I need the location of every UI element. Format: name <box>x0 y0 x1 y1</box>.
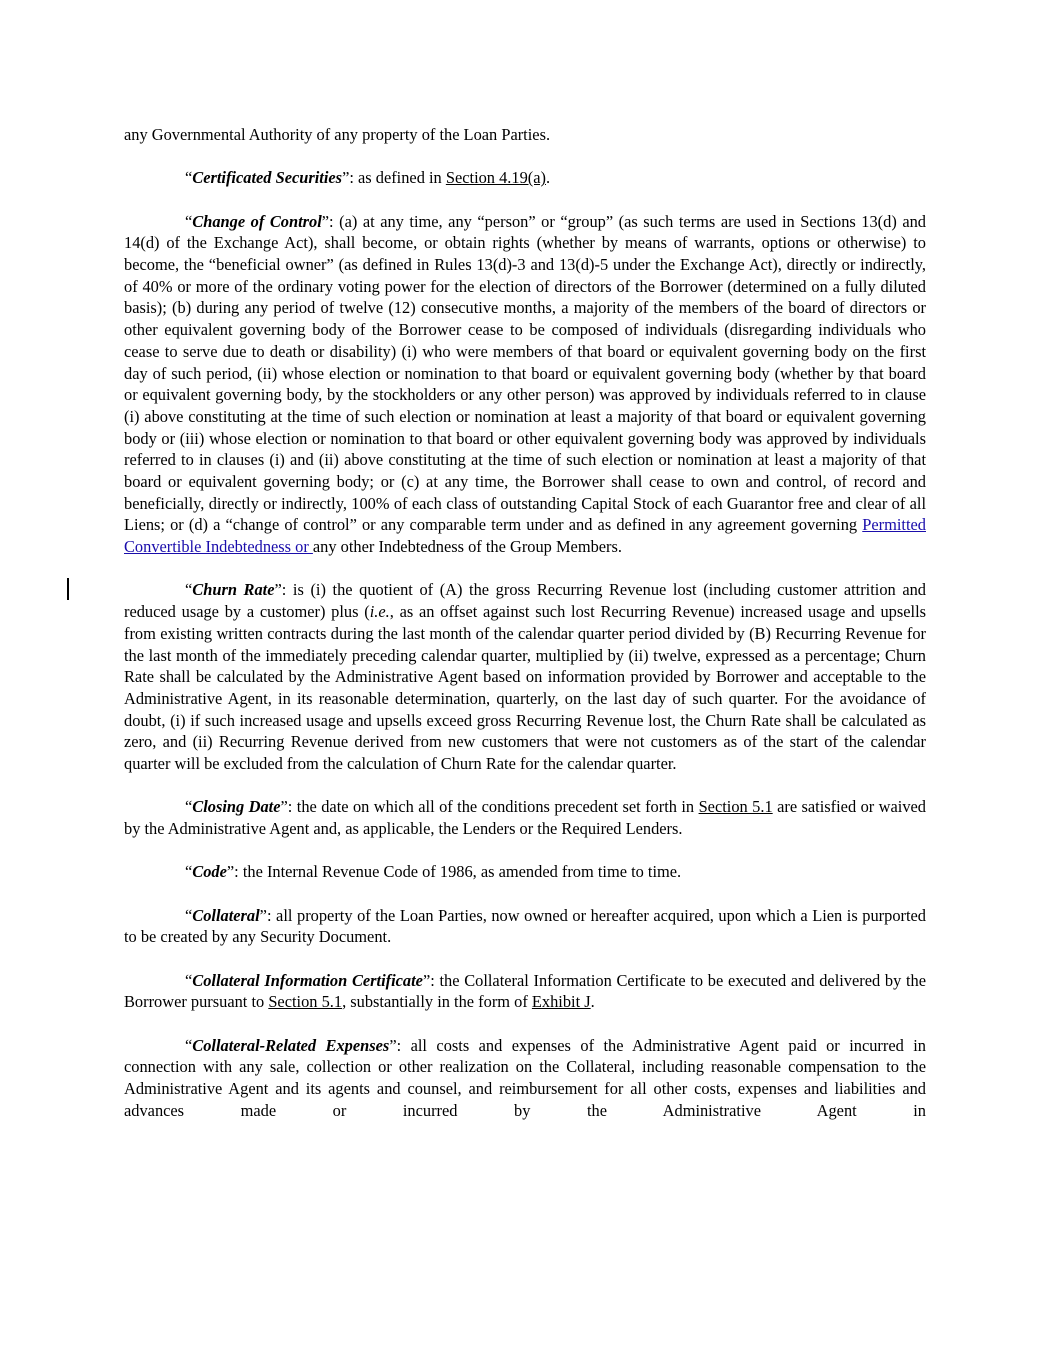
definition-text-middle: , substantially in the form of <box>342 992 532 1012</box>
close-quote: ” <box>274 580 282 600</box>
definition-collateral <box>124 905 926 948</box>
definition-text: : the Internal Revenue Code of 1986, as amended from time to time. <box>234 862 682 882</box>
definition-collateral-related-expenses <box>124 1035 926 1122</box>
defined-term: Code <box>192 862 227 882</box>
close-quote: ” <box>321 211 330 231</box>
section-reference: Section 5.1 <box>698 797 773 817</box>
definition-text-end: are satisfied or waived by the Administrative Agent and, as applicable, the Lenders or the Required Lenders. <box>124 797 926 839</box>
open-quote: “ <box>185 905 193 925</box>
definition-text: : all property of the Loan Parties, now owned or hereafter acquired, upon which a Lien is purported to be created by any Security Document. <box>124 905 926 947</box>
intro-paragraph <box>124 124 926 146</box>
italic-abbreviation: i.e. <box>369 602 390 622</box>
section-reference: Section 5.1 <box>268 992 343 1012</box>
definition-certificated-securities <box>124 167 926 189</box>
open-quote: “ <box>185 168 193 188</box>
definition-collateral-information-certificate <box>124 970 926 1013</box>
revision-change-bar <box>67 578 69 600</box>
defined-term: Collateral-Related Expenses <box>192 1035 390 1055</box>
defined-term: Churn Rate <box>192 580 275 600</box>
close-quote: ” <box>259 905 267 925</box>
definition-text-continued: , as an offset against such lost Recurring Revenue) increased usage and upsells from existing written contracts during the last month of the calendar quarter period divided by (B) Recurring Revenue for the last month of the immediately preceding calendar quarter, multiplied by (ii) twelve, expressed as a percentage; Churn Rate shall be calculated by the Administrative Agent based on information provided by Borrower and acceptable to the Administrative Agent, in its reasonable determination, quarterly, on the last day of such quarter. For the avoidance of doubt, (i) if such increased usage and upsells exceed gross Recurring Revenue lost, the Churn Rate shall be calculated as zero, and (ii) Recurring Revenue derived from new customers that were not customers as of the start of the calendar quarter will be excluded from the calculation of Churn Rate for the calendar quarter. <box>124 602 926 774</box>
close-quote: ” <box>422 970 431 990</box>
close-quote: ” <box>342 168 350 188</box>
open-quote: “ <box>185 862 193 882</box>
exhibit-reference: Exhibit J <box>531 992 591 1012</box>
definition-churn-rate <box>124 579 926 774</box>
open-quote: “ <box>185 797 193 817</box>
definition-closing-date <box>124 796 926 839</box>
open-quote: “ <box>185 970 193 990</box>
intro-text: any Governmental Authority of any property of the Loan Parties. <box>124 125 551 144</box>
document-page <box>124 124 926 1143</box>
close-quote: ” <box>226 862 235 882</box>
definition-text-end: any other Indebtedness of the Group Members. <box>312 537 622 557</box>
open-quote: “ <box>185 580 193 600</box>
close-quote: ” <box>280 797 288 817</box>
definition-text: : as defined in <box>349 168 446 188</box>
definition-text: : all costs and expenses of the Administrative Agent paid or incurred in connection with any sale, collection or other realization on the Collateral, including reasonable compensation to the Administrative Agent and its agents and counsel, and reimbursement for all other costs, expenses and liabilities and advances made or incurred by the Administrative Agent in <box>124 1035 926 1120</box>
defined-term: Change of Control <box>192 211 322 231</box>
defined-term: Collateral Information Certificate <box>192 970 423 990</box>
permitted-convertible-indebtedness-link[interactable]: Permitted Convertible Indebtedness or <box>124 515 926 557</box>
defined-term: Closing Date <box>192 797 281 817</box>
definition-text: : is (i) the quotient of (A) the gross Recurring Revenue lost (including customer attrition and reduced usage by a customer) plus ( <box>124 580 926 622</box>
definition-text-end: . <box>545 168 551 188</box>
defined-term: Collateral <box>192 905 260 925</box>
section-reference: Section 4.19(a) <box>445 168 546 188</box>
definition-text: : the date on which all of the conditions precedent set forth in <box>287 797 699 817</box>
open-quote: “ <box>185 1035 193 1055</box>
definition-code <box>124 861 926 883</box>
close-quote: ” <box>389 1035 397 1055</box>
open-quote: “ <box>185 211 193 231</box>
definition-text: : (a) at any time, any “person” or “group” (as such terms are used in Sections 13(d) and 14(d) of the Exchange Act), shall become, or obtain rights (whether by means of warrants, options or otherwise) to become, the “beneficial owner” (as defined in Rules 13(d)-3 and 13(d)-5 under the Exchange Act), directly or indirectly, of 40% or more of the ordinary voting power for the election of directors of the Borrower (determined on a fully diluted basis); (b) during any period of twelve (12) consecutive months, a majority of the members of the board of directors or other equivalent governing body of the Borrower cease to be composed of individuals (disregarding individuals who cease to serve due to death or disability) (i) who were members of that board or equivalent governing body on the first day of such period, (ii) whose election or nomination to that board or equivalent governing body (whether by that board or equivalent governing body, by the stockholders or any other person) was approved by individuals referred to in clause (i) above constituting at the time of such election or nomination at least a majority of that board or equivalent governing body or (iii) whose election or nomination to that board or other equivalent governing body was approved by individuals referred to in clauses (i) and (ii) above constituting at the time of such election or nomination at least a majority of that board or equivalent governing body; or (c) at any time, the Borrower shall cease to own and control, of record and beneficially, directly or indirectly, 100% of each class of outstanding Capital Stock of each Guarantor free and clear of all Liens; or (d) a “change of control” or any comparable term under and as defined in any agreement governing <box>124 211 926 535</box>
definition-change-of-control <box>124 211 926 558</box>
definition-text-end: . <box>590 992 595 1012</box>
definition-text: : the Collateral Information Certificate to be executed and delivered by the Borrower pursuant to <box>124 970 926 1012</box>
defined-term: Certificated Securities <box>192 168 343 188</box>
